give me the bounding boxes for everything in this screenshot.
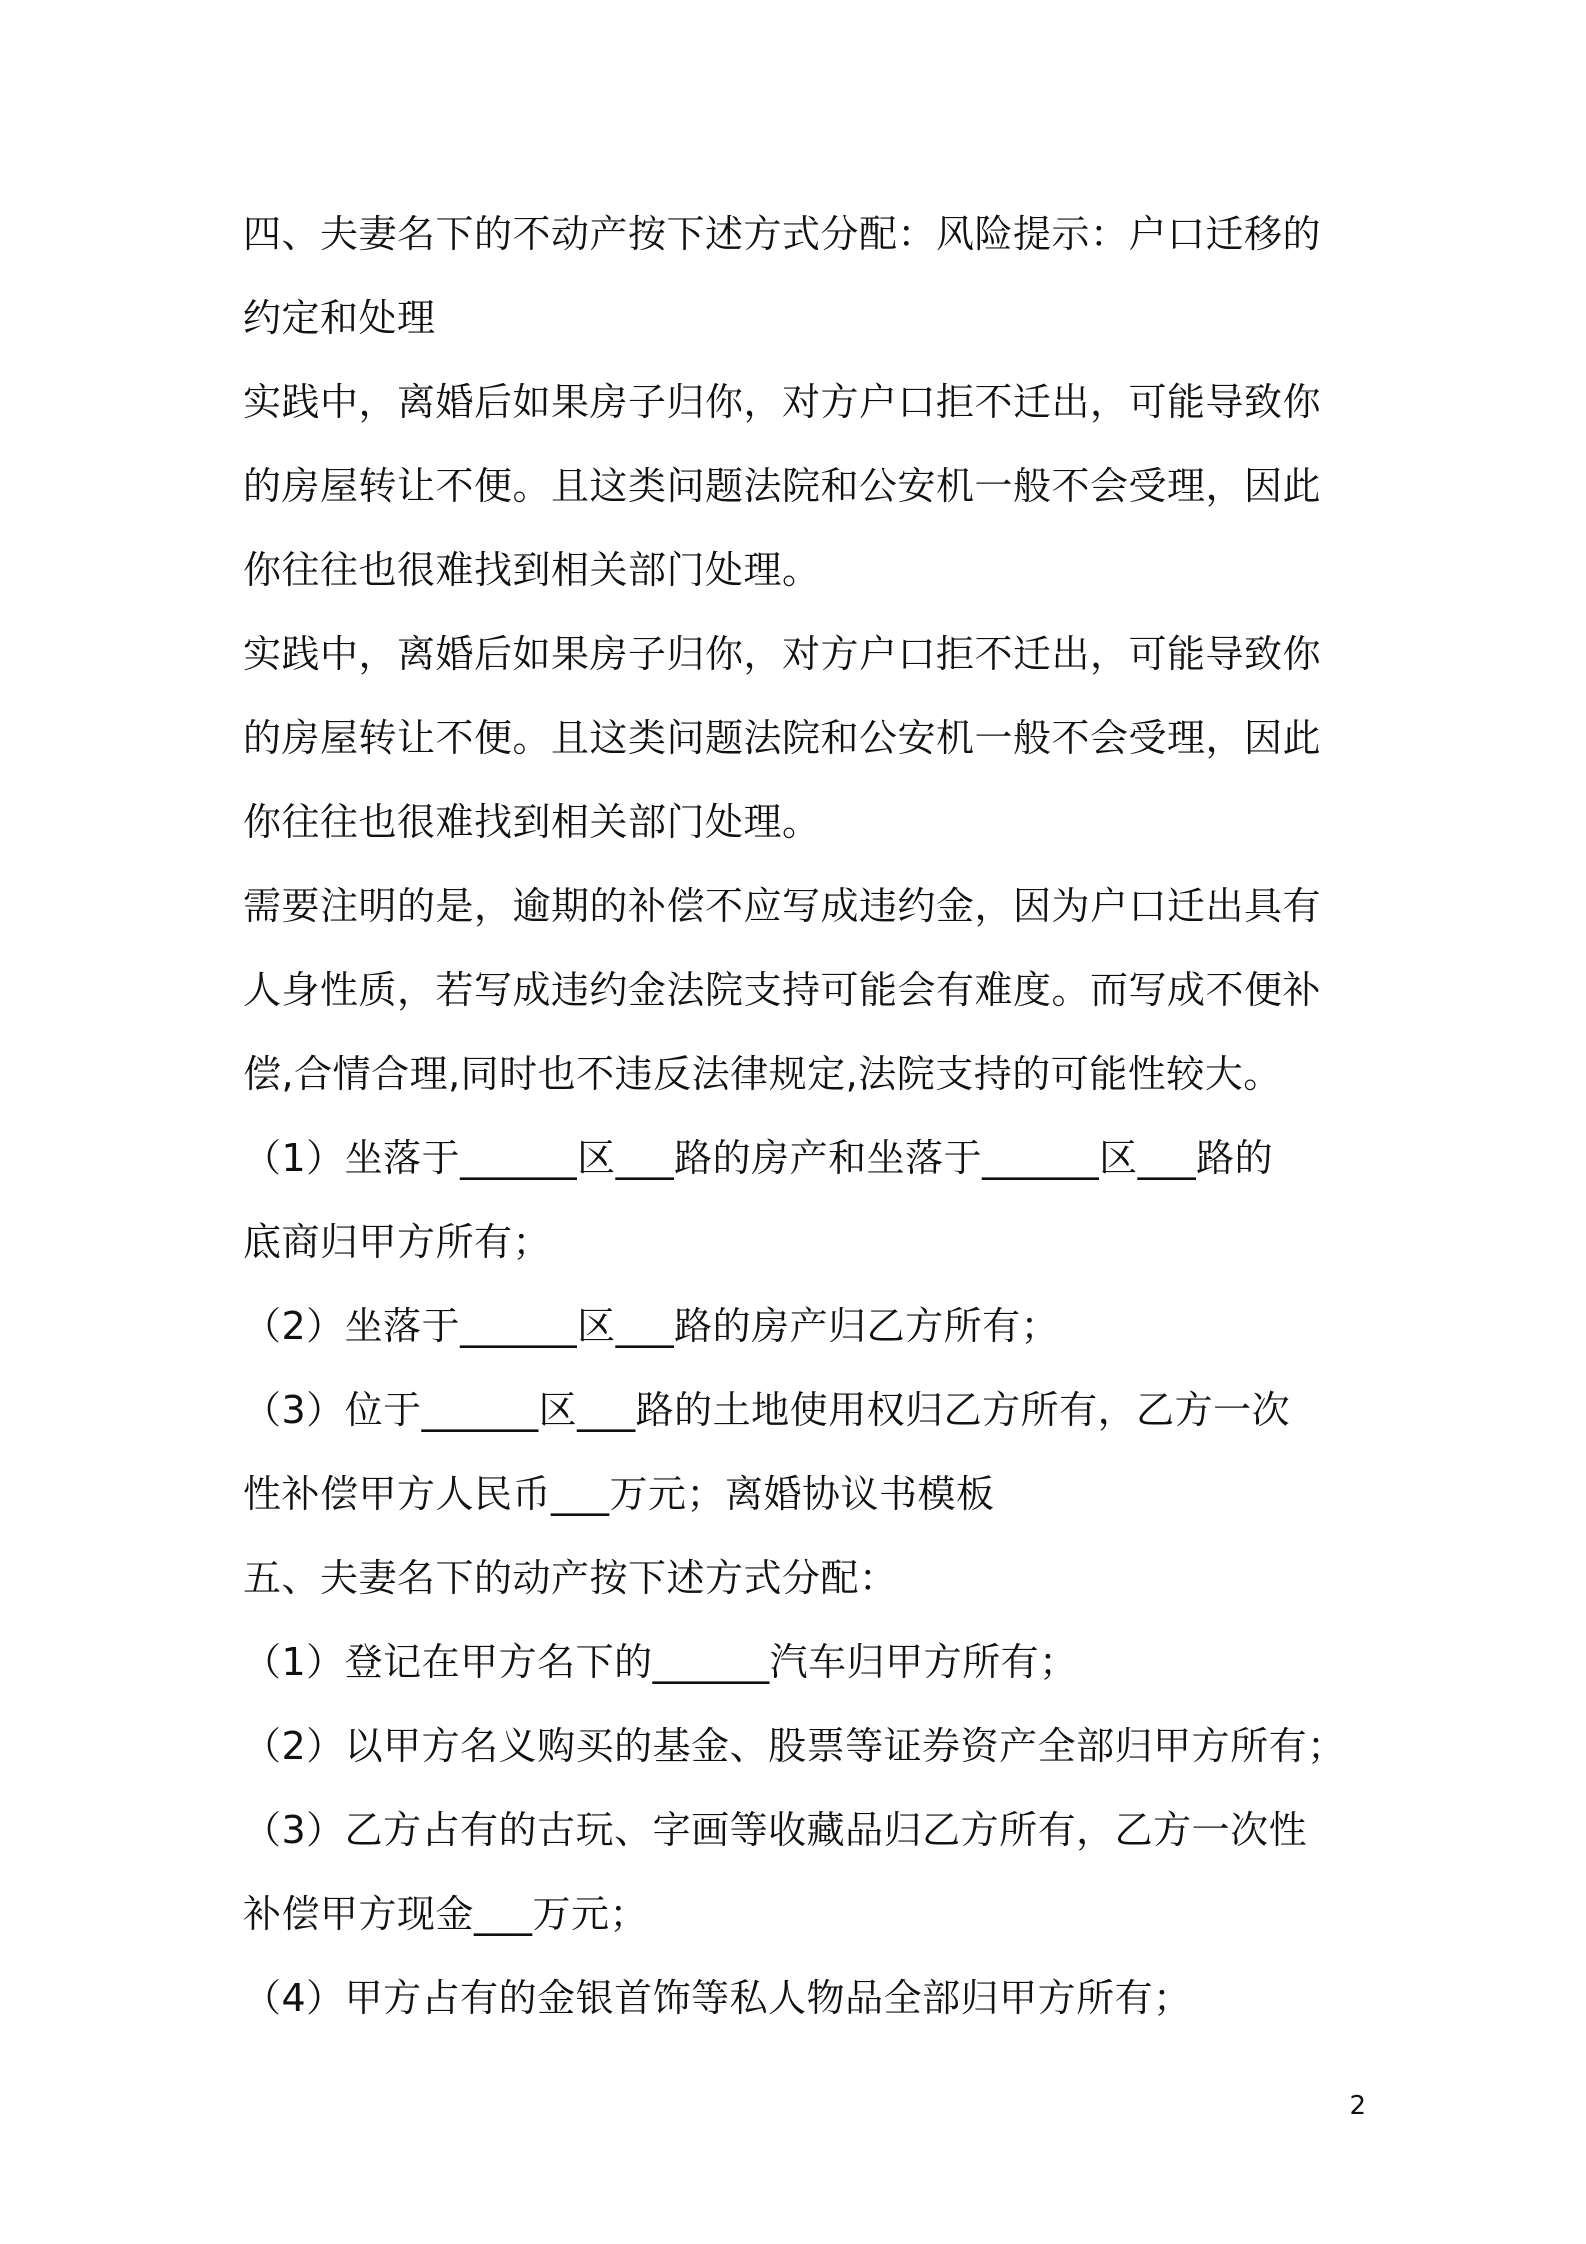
text-line: （3）位于______区___路的土地使用权归乙方所有，乙方一次 — [243, 1388, 1291, 1432]
text-line: 偿,合情合理,同时也不违反法律规定,法院支持的可能性较大。 — [243, 1052, 1282, 1096]
text-line: 的房屋转让不便。且这类问题法院和公安机一般不会受理，因此 — [243, 716, 1322, 760]
text-line: 实践中，离婚后如果房子归你，对方户口拒不迁出，可能导致你 — [243, 632, 1322, 676]
page-number: 2 — [1349, 2091, 1366, 2121]
text-line: （4）甲方占有的金银首饰等私人物品全部归甲方所有； — [243, 1976, 1192, 2020]
body-text — [243, 192, 1363, 2040]
text-line: （1）登记在甲方名下的______汽车归甲方所有； — [243, 1640, 1078, 1684]
text-line: 五、夫妻名下的动产按下述方式分配： — [243, 1556, 898, 1600]
text-line: 补偿甲方现金___万元； — [243, 1892, 649, 1936]
text-line: 实践中，离婚后如果房子归你，对方户口拒不迁出，可能导致你 — [243, 380, 1322, 424]
text-line: （1）坐落于______区___路的房产和坐落于______区___路的 — [243, 1136, 1274, 1180]
text-line: 你往往也很难找到相关部门处理。 — [243, 800, 821, 844]
text-line: （2）坐落于______区___路的房产归乙方所有； — [243, 1304, 1060, 1348]
text-line: （3）乙方占有的古玩、字画等收藏品归乙方所有，乙方一次性 — [243, 1808, 1308, 1852]
text-line: 的房屋转让不便。且这类问题法院和公安机一般不会受理，因此 — [243, 464, 1322, 508]
text-line: 四、夫妻名下的不动产按下述方式分配：风险提示：户口迁移的 — [243, 212, 1322, 256]
text-line: 约定和处理 — [243, 296, 436, 340]
text-line: （2）以甲方名义购买的基金、股票等证券资产全部归甲方所有； — [243, 1724, 1346, 1768]
text-line: 人身性质，若写成违约金法院支持可能会有难度。而写成不便补 — [243, 968, 1322, 1012]
text-line: 性补偿甲方人民币___万元；离婚协议书模板 — [243, 1472, 995, 1516]
text-line: 你往往也很难找到相关部门处理。 — [243, 548, 821, 592]
text-line: 底商归甲方所有； — [243, 1220, 552, 1264]
text-line: 需要注明的是，逾期的补偿不应写成违约金，因为户口迁出具有 — [243, 884, 1322, 928]
